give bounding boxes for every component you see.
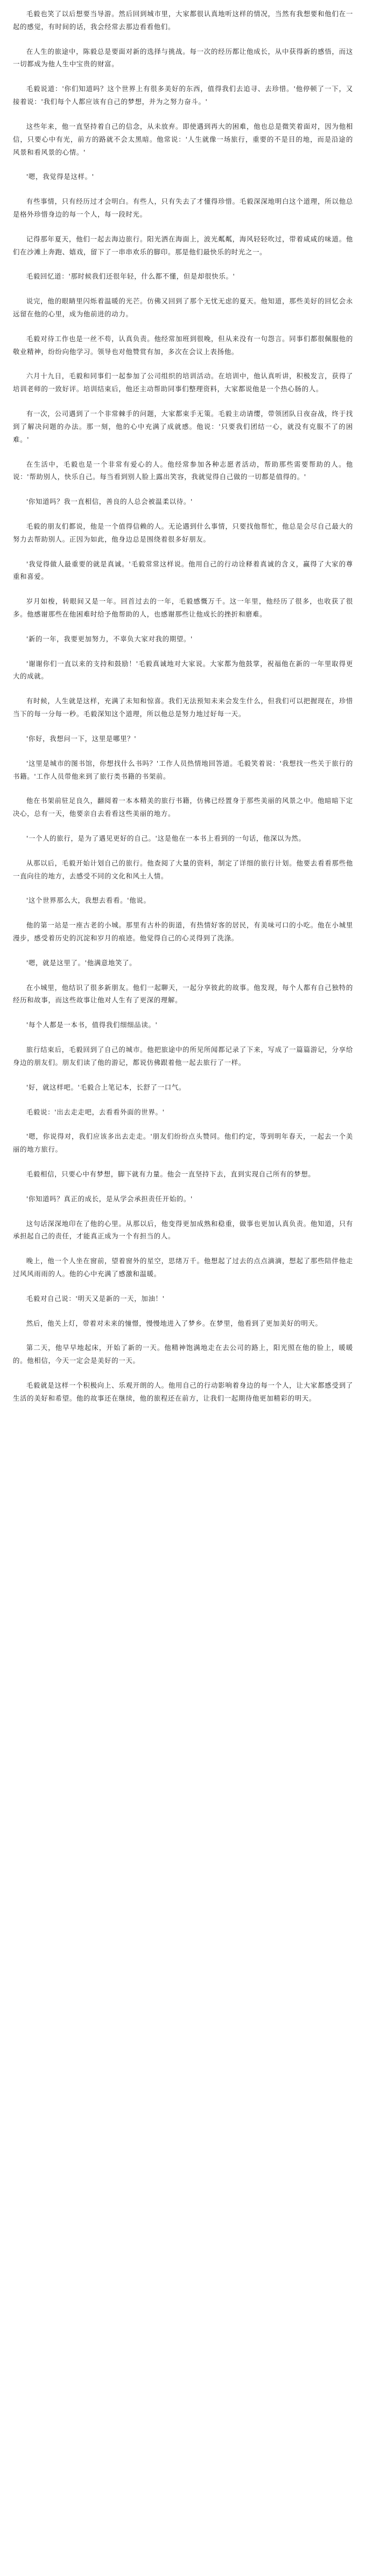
paragraph: 毛毅相信，只要心中有梦想，脚下就有力量。他会一直坚持下去，直到实现自己所有的梦想。 (26, 1169, 315, 1178)
paragraph: 毛毅回忆道：'那时候我们还很年轻，什么都不懂，但是却很快乐。' (26, 272, 235, 281)
paragraph: 他的第一站是一座古老的小城。那里有古朴的街道，有热情好客的居民，有美味可口的小吃。他在小城里漫步，感受着历史的沉淀和岁月的痕迹。他觉得自己的心灵得到了洗涤。 (13, 921, 353, 942)
paragraph: '这里是城市的图书馆，你想找什么书吗？'工作人员热情地回答道。毛毅笑着说：'我想找一些关于旅行的书籍。'工作人员带他来到了旅行类书籍的书架前。 (13, 759, 353, 780)
paragraph: '好，就这样吧。'毛毅合上笔记本，长舒了一口气。 (26, 1083, 186, 1091)
paragraph: '你知道吗？真正的成长，是从学会承担责任开始的。' (26, 1194, 193, 1203)
paragraph: '一个人的旅行，是为了遇见更好的自己。'这是他在一本书上看到的一句话，他深以为然。 (26, 834, 306, 842)
paragraph: '嗯，就是这里了。'他满意地笑了。 (26, 958, 137, 967)
paragraph: 有时候，人生就是这样，充满了未知和惊喜。我们无法预知未来会发生什么，但我们可以把握现在，珍惜当下的每一分每一秒。毛毅深知这个道理，所以他总是努力地过好每一天。 (13, 697, 353, 718)
paragraph: 六月十九日，毛毅和同事们一起参加了公司组织的培训活动。在培训中，他认真听讲，积极发言，获得了培训老师的一致好评。培训结束后，他还主动帮助同事们整理资料，大家都说他是一个热心肠的人。 (13, 372, 353, 393)
paragraph: 有些事情，只有经历过才会明白。有些人，只有失去了才懂得珍惜。毛毅深深地明白这个道理，所以他总是格外珍惜身边的每一个人，每一段时光。 (13, 197, 353, 218)
paragraph: 从那以后，毛毅开始计划自己的旅行。他查阅了大量的资料，制定了详细的旅行计划。他要去看看那些他一直向往的地方，去感受不同的文化和风土人情。 (13, 858, 353, 880)
paragraph: 有一次，公司遇到了一个非常棘手的问题，大家都束手无策。毛毅主动请缨，带领团队日夜奋战，终于找到了解决问题的办法。那一刻，他的心中充满了成就感。他说：'只要我们团结一心，就没有克服不了的困难。' (13, 410, 353, 444)
paragraph: 在生活中，毛毅也是一个非常有爱心的人。他经常参加各种志愿者活动，帮助那些需要帮助的人。他说：'帮助别人，快乐自己。每当看到别人脸上露出笑容，我就觉得自己做的一切都是值得的。' (13, 460, 353, 481)
paragraph: 在人生的旅途中，陈毅总是要面对新的选择与挑战。每一次的经历都让他成长，从中获得新的感悟，而这一切都成为他人生中宝贵的财富。 (13, 47, 353, 68)
paragraph: '每个人都是一本书，值得我们细细品读。' (26, 1021, 158, 1029)
paragraph: 这些年来，他一直坚持着自己的信念，从未放弃。即使遇到再大的困难，他也总是微笑着面对，因为他相信，只要心中有光，前方的路就不会太黑暗。他常说：'人生就像一场旅行，重要的不是目的地，而是沿途的风景和看风景的心情。' (13, 122, 353, 156)
paragraph: 毛毅也笑了以后想要当导游。然后回到城市里，大家都很认真地听这样的情况，当然有我想要和他们在一起的感觉，有时间的话，我会经常去那边看看他们。 (13, 10, 353, 31)
paragraph: 毛毅说道：'你们知道吗？这个世界上有很多美好的东西，值得我们去追寻、去珍惜。'他停顿了一下，又接着说：'我们每个人都应该有自己的梦想，并为之努力奋斗。' (13, 85, 353, 106)
paragraph: '新的一年，我要更加努力，不辜负大家对我的期望。' (26, 634, 193, 643)
paragraph: 毛毅的朋友们都说，他是一个值得信赖的人。无论遇到什么事情，只要找他帮忙，他总是会尽自己最大的努力去帮助别人。正因为如此，他身边总是围绕着很多好朋友。 (13, 522, 353, 543)
paragraph: '我觉得做人最重要的就是真诚。'毛毅常常这样说。他用自己的行动诠释着真诚的含义，赢得了大家的尊重和喜爱。 (13, 559, 353, 581)
paragraph: 然后，他关上灯，带着对未来的憧憬，慢慢地进入了梦乡。在梦里，他看到了更加美好的明天。 (26, 1319, 322, 1327)
article-body (13, 8, 353, 1405)
paragraph: 旅行结束后，毛毅回到了自己的城市。他把旅途中的所见所闻都记录了下来，写成了一篇篇游记，分享给身边的朋友们。朋友们读了他的游记，都说仿佛跟着他一起去旅行了一样。 (13, 1045, 353, 1067)
paragraph: '你好，我想问一下，这里是哪里？' (26, 734, 137, 743)
paragraph: '嗯，你说得对，我们应该多出去走走。'朋友们纷纷点头赞同。他们约定，等到明年春天，一起去一个美丽的地方旅行。 (13, 1132, 353, 1154)
paragraph: 岁月如梭，转眼间又是一年。回首过去的一年，毛毅感慨万千。这一年里，他经历了很多，也收获了很多。他感谢那些在他困难时给予他帮助的人，也感谢那些让他成长的挫折和磨难。 (13, 597, 353, 618)
paragraph: '谢谢你们一直以来的支持和鼓励！'毛毅真诚地对大家说。大家都为他鼓掌，祝福他在新的一年里取得更大的成就。 (13, 659, 353, 681)
paragraph: '嗯，我觉得是这样。' (26, 172, 94, 181)
paragraph: 这句话深深地印在了他的心里。从那以后，他变得更加成熟和稳重，做事也更加认真负责。他知道，只有承担起自己的责任，才能真正成为一个有担当的人。 (13, 1219, 353, 1241)
paragraph: 他在书架前驻足良久，翻阅着一本本精美的旅行书籍，仿佛已经置身于那些美丽的风景之中。他暗暗下定决心，总有一天，他要亲自去看看这些美丽的地方。 (13, 797, 353, 818)
paragraph: '这个世界那么大，我想去看看。'他说。 (26, 896, 151, 905)
paragraph: 毛毅就是这样一个积极向上、乐观开朗的人。他用自己的行动影响着身边的每一个人，让大家都感受到了生活的美好和希望。他的故事还在继续，他的旅程还在前方，让我们一起期待他更加精彩的明天。 (13, 1381, 353, 1402)
paragraph: 记得那年夏天，他们一起去海边旅行。阳光洒在海面上，波光粼粼，海风轻轻吹过，带着咸咸的味道。他们在沙滩上奔跑、嬉戏，留下了一串串欢乐的脚印。那是他们最快乐的时光之一。 (13, 234, 353, 256)
paragraph: 第二天，他早早地起床，开始了新的一天。他精神饱满地走在去公司的路上，阳光照在他的脸上，暖暖的。他相信，今天一定会是美好的一天。 (13, 1344, 353, 1365)
paragraph: 晚上，他一个人坐在窗前，望着窗外的星空，思绪万千。他想起了过去的点点滴滴，想起了那些陪伴他走过风风雨雨的人。他的心中充满了感激和温暖。 (13, 1257, 353, 1278)
paragraph: 毛毅对自己说：'明天又是新的一天，加油！' (26, 1294, 165, 1303)
paragraph: 毛毅对待工作也是一丝不苟，认真负责。他经常加班到很晚，但从来没有一句怨言。同事们都很佩服他的敬业精神，纷纷向他学习。领导也对他赞赏有加，多次在会议上表扬他。 (13, 334, 353, 356)
paragraph: 在小城里，他结识了很多新朋友。他们一起聊天，一起分享彼此的故事。他发现，每个人都有自己独特的经历和故事，而这些故事让他对人生有了更深的理解。 (13, 983, 353, 1005)
paragraph: '你知道吗？我一直相信，善良的人总会被温柔以待。' (26, 497, 193, 506)
paragraph: 说完，他的眼睛里闪烁着温暖的光芒。仿佛又回到了那个无忧无虑的夏天。他知道，那些美好的回忆会永远留在他的心里，成为他前进的动力。 (13, 297, 353, 318)
paragraph: 毛毅说：'出去走走吧，去看看外面的世界。' (26, 1107, 165, 1116)
